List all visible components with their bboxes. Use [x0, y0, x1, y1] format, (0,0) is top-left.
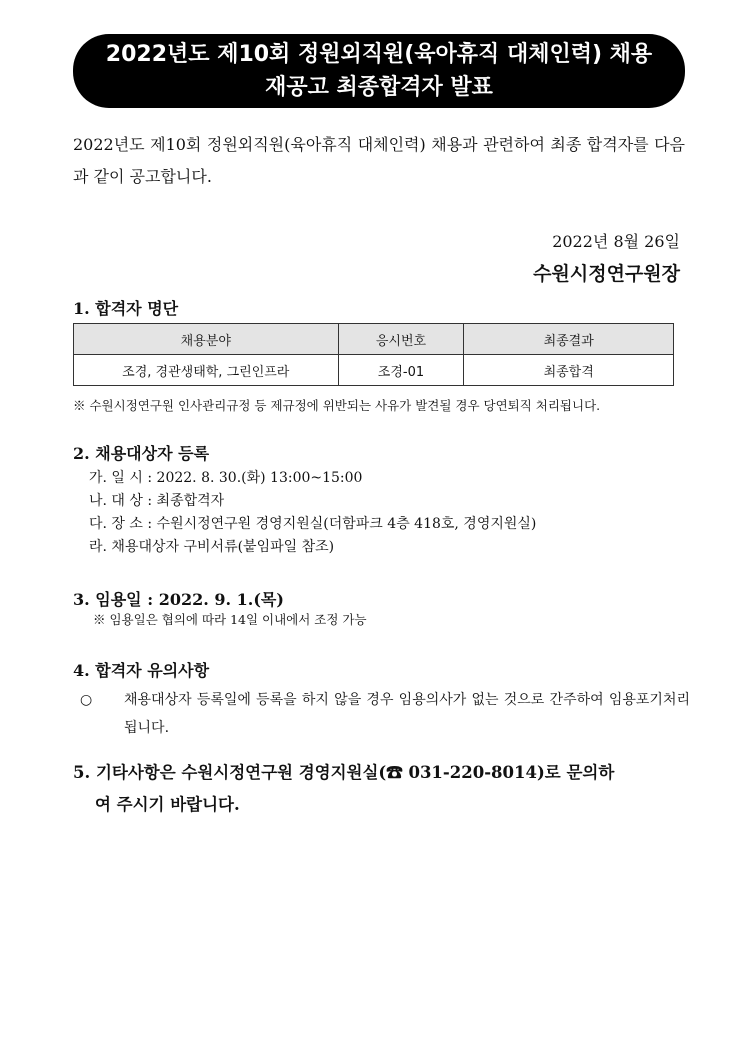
section-2-title: 2. 채용대상자 등록 [73, 444, 210, 463]
section-1-note: ※ 수원시정연구원 인사관리규정 등 제규정에 위반되는 사유가 발견될 경우 당연퇴직 처리됩니다. [73, 398, 601, 413]
header-final-result: 최종결과 [464, 324, 674, 355]
section-4-bullet [80, 686, 690, 742]
title-line-2: 재공고 최종합격자 발표 [265, 75, 493, 100]
bullet-circle-icon: ○ [80, 692, 93, 708]
cell-applicant-number: 조경-01 [338, 355, 464, 386]
section-4-title: 4. 합격자 유의사항 [73, 661, 210, 680]
section-5-line-2: 여 주시기 바랍니다. [95, 795, 240, 814]
title-banner [73, 34, 685, 108]
section-5 [73, 757, 688, 821]
header-applicant-number: 응시번호 [338, 324, 464, 355]
header-field: 채용분야 [74, 324, 339, 355]
title-line-1: 2022년도 제10회 정원외직원(육아휴직 대체인력) 채용 [105, 42, 653, 67]
section-2-item-place: 다. 장 소 : 수원시정연구원 경영지원실(더함파크 4층 418호, 경영지원실) [89, 516, 537, 532]
organization-name: 수원시정연구원장 [533, 263, 680, 285]
section-1-title: 1. 합격자 명단 [73, 299, 179, 318]
section-4-text: 채용대상자 등록일에 등록을 하지 않을 경우 임용의사가 없는 것으로 간주하여 임용포기처리 됩니다. [124, 692, 690, 736]
intro-paragraph: 2022년도 제10회 정원외직원(육아휴직 대체인력) 채용과 관련하여 최종 합격자를 다음과 같이 공고합니다. [73, 135, 685, 186]
section-2-item-documents: 라. 채용대상자 구비서류(붙임파일 참조) [89, 539, 335, 555]
results-table [73, 323, 674, 386]
cell-final-result: 최종합격 [464, 355, 674, 386]
section-2-item-target: 나. 대 상 : 최종합격자 [89, 493, 225, 509]
table-row [74, 355, 674, 386]
section-5-line-1: 5. 기타사항은 수원시정연구원 경영지원실(☎ 031-220-8014)로 문의하 [73, 763, 615, 782]
section-3-note: ※ 임용일은 협의에 따라 14일 이내에서 조정 가능 [93, 612, 367, 627]
table-header-row [74, 324, 674, 355]
cell-field: 조경, 경관생태학, 그린인프라 [74, 355, 339, 386]
section-2-item-date: 가. 일 시 : 2022. 8. 30.(화) 13:00~15:00 [89, 470, 363, 486]
section-3-title: 3. 임용일 : 2022. 9. 1.(목) [73, 590, 284, 609]
announcement-date: 2022년 8월 26일 [552, 232, 680, 251]
